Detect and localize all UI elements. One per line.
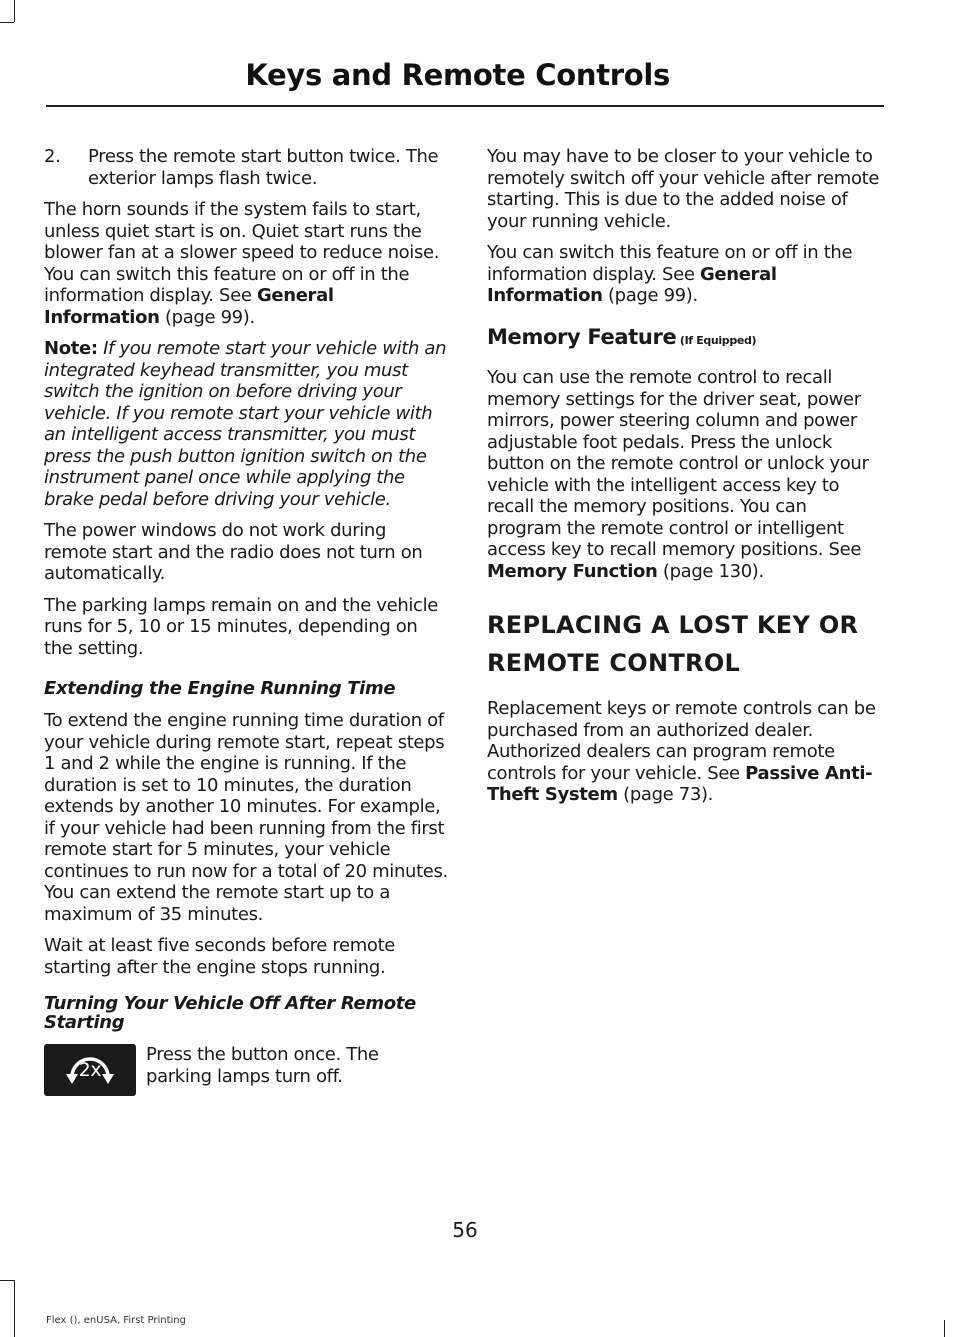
page-title: Keys and Remote Controls	[245, 58, 670, 92]
crop-mark	[0, 22, 14, 23]
step-2	[44, 146, 448, 189]
crop-mark	[0, 1280, 14, 1281]
icon-row	[44, 1044, 448, 1096]
heading-extend: Extending the Engine Running Time	[44, 678, 396, 699]
paragraph-closer: You may have to be closer to your vehicle to remotely switch off your vehicle after remote starting. This is due to the added noise of your running vehicle.	[487, 146, 880, 232]
page-number: 56	[452, 1218, 478, 1242]
note-label: Note:	[44, 338, 98, 359]
paragraph-press: Press the button once. The parking lamps turn off.	[146, 1044, 379, 1087]
paragraph-extend: To extend the engine running time duration of your vehicle during remote start, repeat steps 1 and 2 while the engine is running. If the duration is set to 10 minutes, the duration extends by another 10 minutes. For example, if your vehicle had been running from the first remote start for 5 minutes, your vehicle continues to run now for a total of 20 minutes. You can extend the remote start up to a maximum of 35 minutes.	[44, 710, 448, 925]
left-column	[44, 146, 448, 1096]
crop-mark	[14, 1280, 15, 1337]
paragraph-parking: The parking lamps remain on and the vehicle runs for 5, 10 or 15 minutes, depending on the setting.	[44, 594, 438, 659]
cross-reference-link[interactable]: General Information	[487, 263, 777, 306]
footer-text: Flex (), enUSA, First Printing	[46, 1315, 186, 1326]
paragraph-wait: Wait at least five seconds before remote starting after the engine stops running.	[44, 935, 396, 978]
note: Note: If you remote start your vehicle with an integrated keyhead transmitter, you must switch the ignition on before driving your vehicle. If you remote start your vehicle with an intelligent access transmitter, you must press the push button ignition switch on the instrument panel once while applying the brake pedal before driving your vehicle.	[44, 338, 447, 510]
heading-turn-off: Turning Your Vehicle Off After Remote Starting	[44, 993, 416, 1033]
cross-reference-link[interactable]: General Information	[44, 285, 334, 328]
heading-memory: Memory Feature (If Equipped)	[487, 324, 757, 349]
step-text: Press the remote start button twice. The exterior lamps flash twice.	[88, 146, 439, 189]
header-divider	[46, 105, 884, 107]
right-column	[487, 146, 883, 816]
paragraph-horn: The horn sounds if the system fails to start, unless quiet start is on. Quiet start runs the blower fan at a slower speed to reduce noise. You can switch this feature on or off in the information display. See General Information (page 99).	[44, 199, 440, 328]
cross-reference-link[interactable]: Memory Function	[487, 560, 658, 582]
crop-mark	[14, 0, 15, 22]
paragraph-windows: The power windows do not work during remote start and the radio does not turn on automatically.	[44, 520, 423, 584]
paragraph-memory: You can use the remote control to recall memory settings for the driver seat, power mirrors, power steering column and power adjustable foot pedals. Press the unlock button on the remote control or unlock your vehicle with the intelligent access key to recall the memory positions. You can program the remote control or intelligent access key to recall memory positions. See Memory Function (page 130).	[487, 367, 869, 582]
cross-reference-link[interactable]: Passive Anti-Theft System	[487, 762, 873, 805]
step-number: 2.	[44, 146, 61, 167]
paragraph-replace: Replacement keys or remote controls can be purchased from an authorized dealer. Authorized dealers can program remote controls for your vehicle. See Passive Anti-Theft System (page 73).	[487, 698, 876, 805]
heading-replacing: REPLACING A LOST KEY OR REMOTE CONTROL	[487, 611, 859, 677]
svg-text:2x: 2x	[78, 1059, 102, 1081]
paragraph-switch: You can switch this feature on or off in the information display. See General Information (page 99).	[487, 242, 853, 306]
crop-mark	[944, 1320, 945, 1337]
remote-start-2x-icon	[44, 1044, 136, 1096]
